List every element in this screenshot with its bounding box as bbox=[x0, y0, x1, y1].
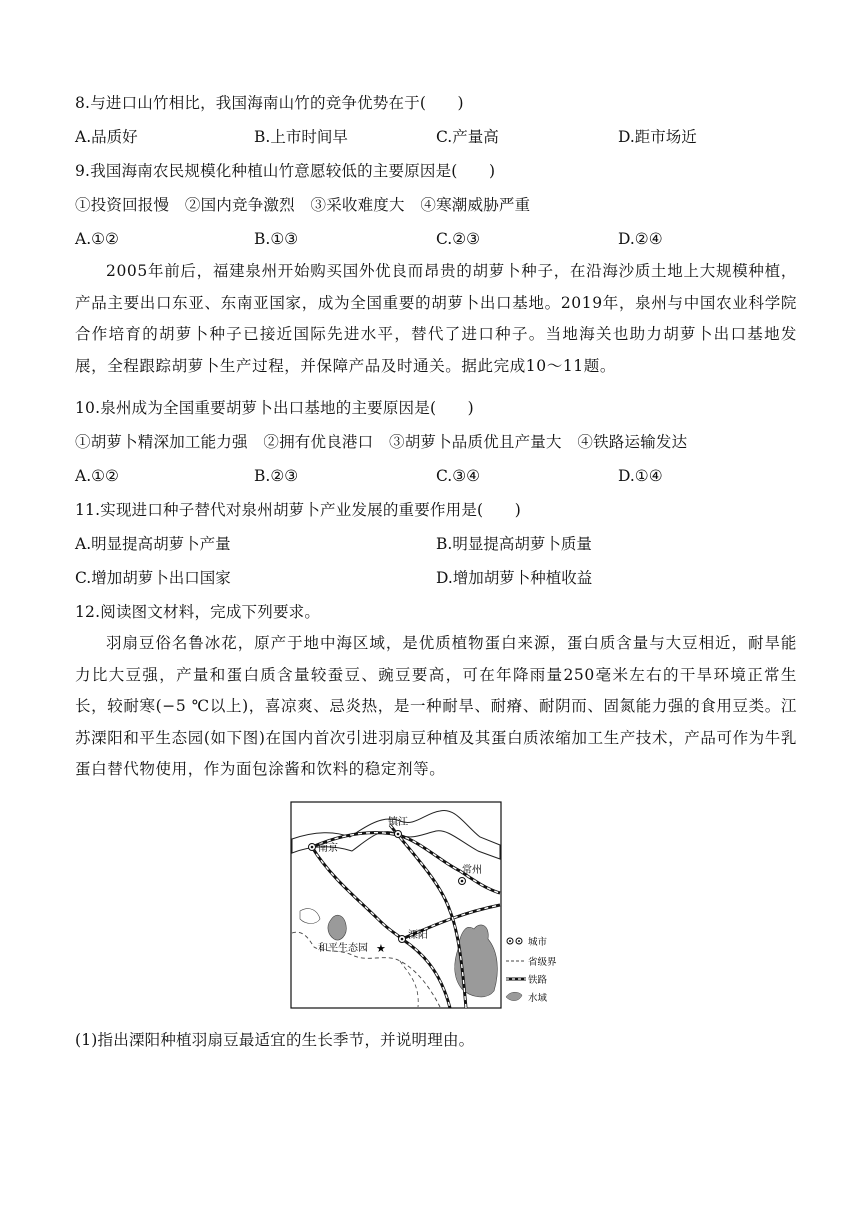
q10-stem: 10.泉州成为全国重要胡萝卜出口基地的主要原因是( ) bbox=[75, 399, 474, 417]
legend-city: 城市 bbox=[528, 937, 548, 948]
q9-option-a: A.①② bbox=[75, 230, 119, 248]
q10-option-b: B.②③ bbox=[254, 467, 299, 485]
q10-option-c: C.③④ bbox=[436, 467, 481, 485]
q11-option-c: C.增加胡萝卜出口国家 bbox=[75, 569, 231, 587]
q10-option-d: D.①④ bbox=[618, 467, 663, 485]
q9-option-d: D.②④ bbox=[618, 230, 663, 248]
legend-railway: 铁路 bbox=[528, 975, 548, 986]
q8-option-a: A.品质好 bbox=[75, 128, 138, 146]
label-changzhou: 常州 bbox=[462, 865, 482, 876]
q9-choices: ①投资回报慢 ②国内竞争激烈 ③采收难度大 ④寒潮威胁严重 bbox=[75, 196, 531, 214]
legend-border: 省级界 bbox=[528, 957, 557, 968]
q8-option-b: B.上市时间早 bbox=[254, 128, 348, 146]
q9-stem: 9.我国海南农民规模化种植山竹意愿较低的主要原因是( ) bbox=[75, 162, 496, 180]
liyang-map bbox=[290, 801, 572, 1009]
q8-option-c: C.产量高 bbox=[436, 128, 499, 146]
legend-water: 水域 bbox=[528, 993, 548, 1004]
passage-carrot bbox=[75, 256, 797, 382]
q12-stem: 12.阅读图文材料，完成下列要求。 bbox=[75, 603, 321, 621]
q9-option-b: B.①③ bbox=[254, 230, 299, 248]
passage-lupin-text: 羽扇豆俗名鲁冰花，原产于地中海区域，是优质植物蛋白来源，蛋白质含量与大豆相近，耐旱能力比大豆强，产量和蛋白质含量较蚕豆、豌豆要高，可在年降雨量250毫米左右的干旱环境正常生长，较耐寒(−5 ℃以上)，喜凉爽、忌炎热，是一种耐旱、耐瘠、耐阴而、固氮能力强的食用豆类。江苏溧阳和平生态园(如下图)在国内首次引进羽扇豆种植及其蛋白质浓缩加工生产技术，产品可作为牛乳蛋白替代物使用，作为面包涂酱和饮料的稳定剂等。 bbox=[75, 634, 797, 778]
q8-option-d: D.距市场近 bbox=[618, 128, 697, 146]
star-icon: ★ bbox=[376, 942, 386, 955]
q8-stem: 8.与进口山竹相比，我国海南山竹的竞争优势在于( ) bbox=[75, 94, 464, 112]
q12-sub1: (1)指出溧阳种植羽扇豆最适宜的生长季节，并说明理由。 bbox=[75, 1031, 475, 1049]
q11-option-b: B.明显提高胡萝卜质量 bbox=[436, 535, 592, 553]
label-zhenjiang: 镇江 bbox=[388, 817, 408, 828]
label-park: 和平生态园 bbox=[318, 943, 368, 954]
q10-option-a: A.①② bbox=[75, 467, 119, 485]
q11-option-a: A.明显提高胡萝卜产量 bbox=[75, 535, 231, 553]
q11-option-d: D.增加胡萝卜种植收益 bbox=[436, 569, 593, 587]
q10-choices: ①胡萝卜精深加工能力强 ②拥有优良港口 ③胡萝卜品质优且产量大 ④铁路运输发达 bbox=[75, 433, 688, 451]
q9-option-c: C.②③ bbox=[436, 230, 481, 248]
passage-carrot-text: 2005年前后，福建泉州开始购买国外优良而昂贵的胡萝卜种子，在沿海沙质土地上大规模种植，产品主要出口东亚、东南亚国家，成为全国重要的胡萝卜出口基地。2019年，泉州与中国农业科学院合作培育的胡萝卜种子已接近国际先进水平，替代了进口种子。当地海关也助力胡萝卜出口基地发展，全程跟踪胡萝卜生产过程，并保障产品及时通关。据此完成10～11题。 bbox=[75, 262, 797, 375]
label-liyang: 溧阳 bbox=[408, 930, 428, 941]
passage-lupin bbox=[75, 628, 797, 786]
q11-stem: 11.实现进口种子替代对泉州胡萝卜产业发展的重要作用是( ) bbox=[75, 501, 521, 519]
label-nanjing: 南京 bbox=[318, 843, 338, 854]
map-legend bbox=[506, 936, 557, 1004]
